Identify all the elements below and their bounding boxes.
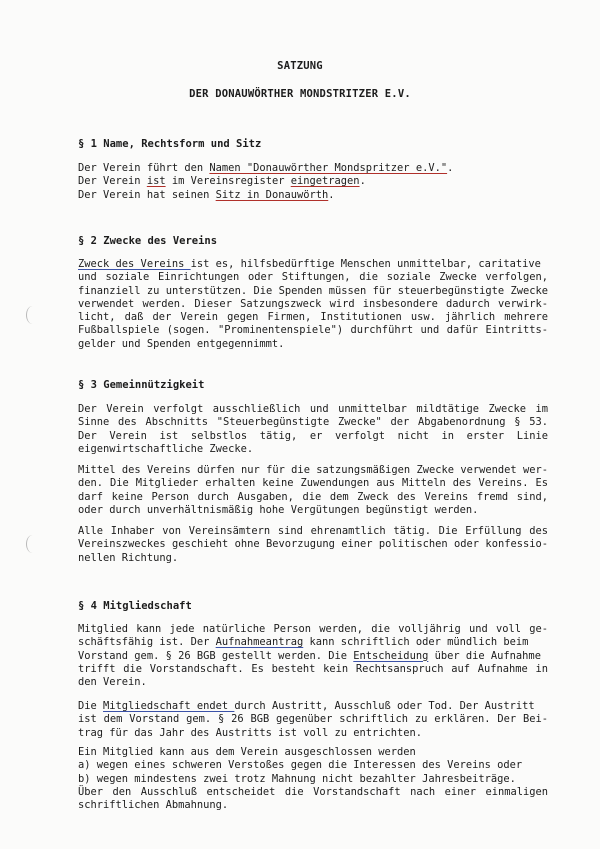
text-line: Fußballspiele (sogen. "Prominentenspiele") durchführt und dafür Eintritts-	[78, 324, 548, 337]
text-line: ist dem Vorstand gem. § 26 BGB gegenüber schriftlich zu erklären. Der Bei-	[78, 713, 548, 726]
section-1-heading: § 1 Name, Rechtsform und Sitz	[78, 138, 262, 150]
section-1-text	[78, 162, 548, 202]
text-line: Der Verein ist im Vereinsregister eingetragen.	[78, 175, 366, 188]
punch-hole-mark	[26, 306, 39, 324]
section-3-paragraph-2	[78, 464, 548, 517]
text-line: Vereinszweckes geschieht ohne Bevorzugung einer politischen oder konfessio-	[78, 538, 548, 551]
section-4-paragraph-2	[78, 700, 548, 740]
text-line: Vorstand gem. § 26 BGB gestellt werden. Die Entscheidung über die Aufnahme	[78, 649, 541, 662]
section-4-paragraph-3	[78, 746, 548, 812]
section-4-paragraph-1	[78, 623, 548, 689]
text-line: finanziell zu unterstützen. Die Spenden müssen für steuerbegünstigte Zwecke	[78, 284, 548, 297]
underlined-text: Mitgliedschaft endet	[103, 700, 235, 712]
text-line: schäftsfähig ist. Der Aufnahmeantrag kann schriftlich oder mündlich beim	[78, 636, 529, 649]
text-line: Zweck des Vereins ist es, hilfsbedürftige Menschen unmittelbar, caritative	[78, 258, 541, 270]
underlined-text: eingetragen	[290, 175, 360, 188]
text-line: Sinne des Abschnitts "Steuerbegünstigte Zwecke" der Abgabenordnung § 53.	[78, 416, 548, 429]
text-line: darf keine Person durch Ausgaben, die dem Zweck des Vereins fremd sind,	[78, 490, 548, 503]
text-line: und soziale Einrichtungen oder Stiftungen, die soziale Zwecke verfolgen,	[78, 271, 548, 284]
text-line: den. Die Mitglieder erhalten keine Zuwendungen aus Mitteln des Vereins. Es	[78, 477, 548, 490]
underlined-text: Sitz in Donauwörth	[215, 188, 329, 201]
text-line: Der Verein verfolgt ausschließlich und unmittelbar mildtätige Zwecke im	[78, 403, 548, 415]
text-line: Mitglied kann jede natürliche Person werden, die volljährig und voll ge-	[78, 623, 548, 635]
underlined-text: ist	[146, 175, 166, 188]
underlined-text: Entscheidung	[353, 649, 429, 662]
section-4-heading: § 4 Mitgliedschaft	[78, 600, 192, 612]
section-2-text	[78, 258, 548, 351]
text-line: oder durch unverhältnismäßig hohe Vergütungen begünstigt werden.	[78, 503, 479, 516]
document-title: SATZUNG	[277, 60, 323, 72]
section-3-paragraph-1	[78, 403, 548, 456]
section-2-heading: § 2 Zwecke des Vereins	[78, 235, 218, 247]
punch-hole-mark	[26, 535, 39, 553]
section-3-heading: § 3 Gemeinnützigkeit	[78, 379, 205, 391]
text-line: nellen Richtung.	[78, 551, 179, 564]
text-line: Mittel des Vereins dürfen nur für die satzungsmäßigen Zwecke verwendet wer-	[78, 464, 548, 476]
text-line: Der Verein ist selbstlos tätig, er verfolgt nicht in erster Linie	[78, 429, 548, 442]
document-subtitle: DER DONAUWÖRTHER MONDSTRITZER E.V.	[189, 88, 411, 100]
text-line: verwendet werden. Dieser Satzungszweck wird insbesondere dadurch verwirk-	[78, 297, 548, 310]
text-line: Ein Mitglied kann aus dem Verein ausgeschlossen werden	[78, 746, 416, 758]
text-line: Über den Ausschluß entscheidet die Vorstandschaft nach einer einmaligen	[78, 785, 548, 798]
underlined-text: Namen "Donauwörther Mondspritzer e.V."	[209, 162, 448, 174]
text-line: Die Mitgliedschaft endet durch Austritt, Ausschluß oder Tod. Der Austritt	[78, 700, 535, 712]
text-line: b) wegen mindestens zwei trotz Mahnung nicht bezahlter Jahresbeiträge.	[78, 772, 516, 785]
underlined-text: Aufnahmeantrag	[215, 636, 304, 649]
text-line: schriftlichen Abmahnung.	[78, 799, 229, 812]
text-line: trifft die Vorstandschaft. Es besteht kein Rechtsanspruch auf Aufnahme in	[78, 662, 548, 675]
text-line: den Verein.	[78, 676, 147, 689]
text-line: a) wegen eines schweren Verstoßes gegen die Interessen des Vereins oder	[78, 759, 523, 772]
text-line: trag für das Jahr des Austritts ist voll zu entrichten.	[78, 726, 423, 739]
text-line: Der Verein hat seinen Sitz in Donauwörth.	[78, 188, 335, 201]
text-line: Alle Inhaber von Vereinsämtern sind ehrenamtlich tätig. Die Erfüllung des	[78, 525, 548, 537]
text-line: Der Verein führt den Namen "Donauwörther Mondspritzer e.V.".	[78, 162, 454, 174]
section-3-paragraph-3	[78, 525, 548, 565]
text-line: eigenwirtschaftliche Zwecke.	[78, 442, 254, 455]
underlined-text: Zweck des Vereins	[78, 258, 191, 270]
text-line: gelder und Spenden entgegennimmt.	[78, 337, 285, 350]
text-line: licht, daß der Verein gegen Firmen, Institutionen usw. jährlich mehrere	[78, 311, 548, 324]
